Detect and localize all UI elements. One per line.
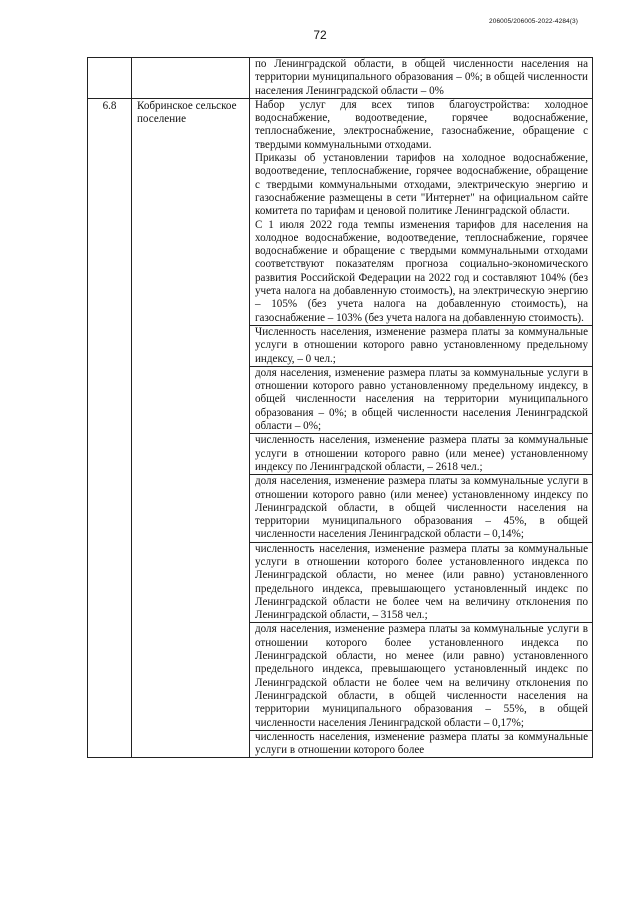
continuation-text: по Ленинградской области, в общей численности населения на территории муниципального образования – 0%; в общей численности населения Ленинградской области – 0% <box>255 58 588 97</box>
text-block <box>250 542 592 623</box>
text-block <box>250 433 592 474</box>
paragraph: численность населения, изменение размера платы за коммунальные услуги в отношении которого более <box>255 730 588 757</box>
cell-text <box>250 98 593 758</box>
paragraph: Приказы об установлении тарифов на холодное водоснабжение, водоотведение, теплоснабжение, горячее водоснабжение, обращение с твердыми коммунальными отходами, электрическую энергию и газоснабжение размещены в сети "Интернет" на официальном сайте комитета по тарифам и ценовой политике Ленинградской области. <box>255 152 588 218</box>
text-block <box>250 325 592 366</box>
cell-name-empty <box>132 58 250 99</box>
cell-text <box>250 58 593 99</box>
data-table <box>87 57 593 758</box>
table-row-continuation <box>88 58 593 99</box>
paragraph: доля населения, изменение размера платы за коммунальные услуги в отношении которого более установленного индекса по Ленинградской области, но менее (или равно) установленного предельного индекса, превышающего установленный индекс по Ленинградской области не более чем на величину отклонения по Ленинградской области, в общей численности населения на территории муниципального образования – 55%, в общей численности населения Ленинградской области – 0,17%; <box>255 623 588 729</box>
paragraph: С 1 июля 2022 года темпы изменения тарифов для населения на холодное водоснабжение, водоотведение, теплоснабжение, горячее водоснабжение и обращение с твердыми коммунальными отходами соответствуют показателям прогноза социально-экономического развития Российской Федерации на 2022 год и составляют 104% (без учета налога на добавленную стоимость), на электрическую энергию – 105% (без учета налога на добавленную стоимость), на газоснабжение – 103% (без учета налога на добавленную стоимость). <box>255 218 588 324</box>
paragraph: Численность населения, изменение размера платы за коммунальные услуги в отношении которого равно установленному предельному индексу, – 0 чел.; <box>255 325 588 365</box>
page-number: 72 <box>313 28 327 42</box>
paragraph: численность населения, изменение размера платы за коммунальные услуги в отношении которого более установленного индекса по Ленинградской области, но менее (или равно) установленного предельного индекса, превышающего установленный индекс по Ленинградской области не более чем на величину отклонения по Ленинградской области, – 3158 чел.; <box>255 542 588 622</box>
document-code: 206005/206005-2022-4284(3) <box>489 18 578 25</box>
row-number: 6.8 <box>88 98 132 758</box>
paragraph: численность населения, изменение размера платы за коммунальные услуги в отношении которого равно (или менее) установленному индексу по Ленинградской области, – 2618 чел.; <box>255 434 588 473</box>
paragraph: Набор услуг для всех типов благоустройства: холодное водоснабжение, водоотведение, горячее водоснабжение, теплоснабжение, электроснабжение, газоснабжение, обращение с твердыми коммунальными отходами. <box>255 98 588 151</box>
text-block <box>250 366 592 433</box>
paragraph: доля населения, изменение размера платы за коммунальные услуги в отношении которого равно установленному предельному индексу, в общей численности населения на территории муниципального образования – 0%; в общей численности населения Ленинградской области – 0%; <box>255 366 588 433</box>
table-row <box>88 98 593 758</box>
text-block <box>250 474 592 541</box>
paragraph: доля населения, изменение размера платы за коммунальные услуги в отношении которого равно (или менее) установленному индексу по Ленинградской области, в общей численности населения на территории муниципального образования – 45%, в общей численности населения Ленинградской области – 0,14%; <box>255 475 588 541</box>
cell-number-empty <box>88 58 132 99</box>
settlement-name: Кобринское сельское поселение <box>132 98 250 758</box>
text-block-intro <box>250 99 592 325</box>
text-block <box>250 730 592 758</box>
text-block <box>250 622 592 729</box>
